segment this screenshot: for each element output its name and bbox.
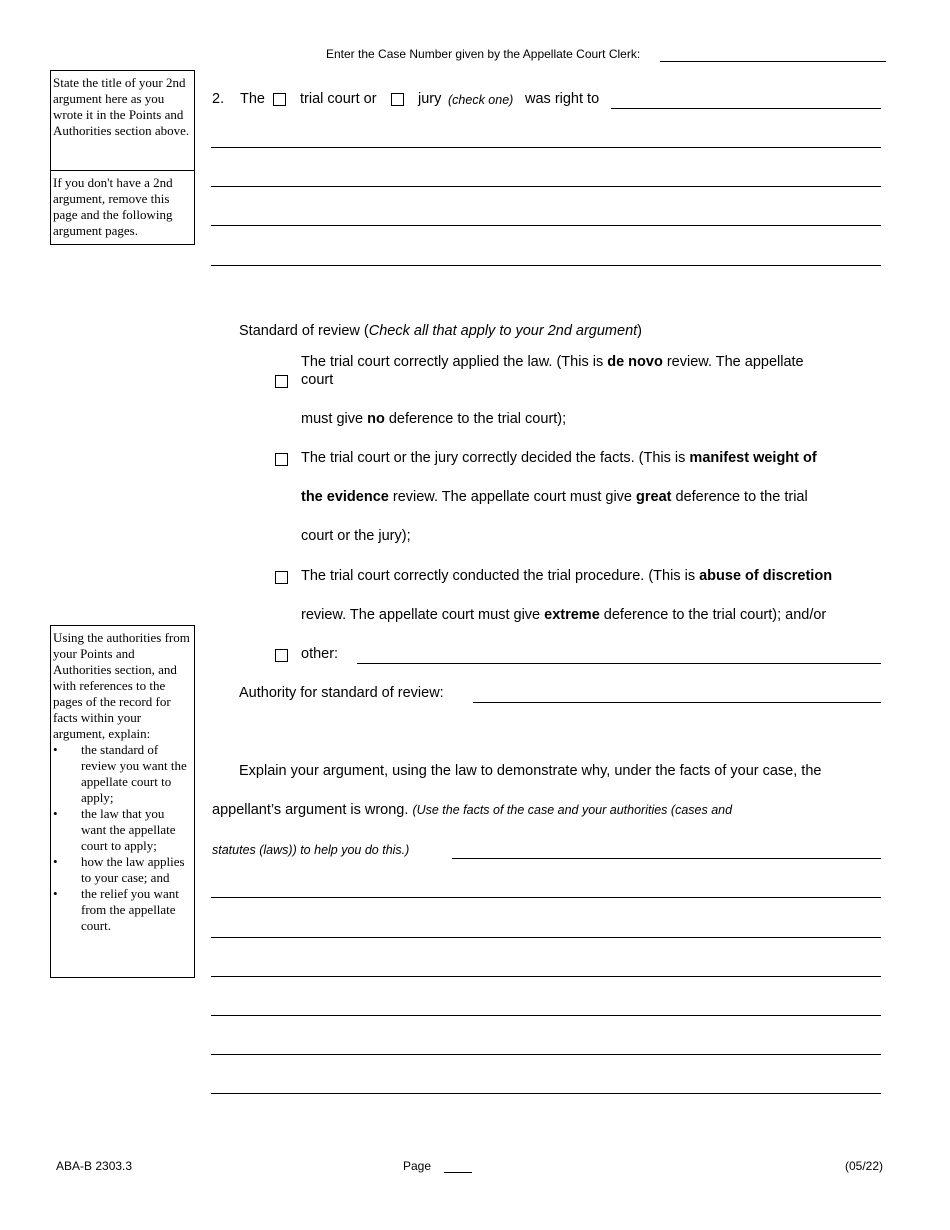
other-checkbox[interactable] xyxy=(275,649,288,662)
standard-of-review-heading xyxy=(239,323,642,339)
manifest-weight-checkbox[interactable] xyxy=(275,453,288,466)
list-item: • the law that you want the appellate court to apply; xyxy=(81,806,190,854)
argument-title-line-3[interactable] xyxy=(211,186,881,187)
option3-line1-a: The trial court correctly conducted the trial procedure. (This is xyxy=(301,568,700,584)
argument-the: The xyxy=(240,91,265,107)
option3-line1-bold: abuse of discretion xyxy=(699,568,833,584)
option3-line2-a: review. The appellate court must give xyxy=(301,607,545,623)
option1-text-bold: de novo xyxy=(607,354,663,370)
option2-line1-a: The trial court or the jury correctly decided the facts. (This is xyxy=(301,450,690,466)
option3-line1 xyxy=(301,568,832,584)
explain-line1: Explain your argument, using the law to demonstrate why, under the facts of your case, the xyxy=(239,763,822,779)
explain-line3: statutes (laws)) to help you do this.) xyxy=(212,843,410,857)
option1-line3-c: deference to the trial court); xyxy=(384,411,567,427)
option2-line1-bold: manifest weight of xyxy=(689,450,817,466)
option1-text-c: review. The appellate xyxy=(662,354,804,370)
option1-line3-a: must give xyxy=(301,411,368,427)
list-item: • the relief you want from the appellate court. xyxy=(81,886,190,934)
option2-line2 xyxy=(301,489,808,505)
explain-line2-italic: (Use the facts of the case and your authorities (cases and xyxy=(412,803,733,817)
option2-line1 xyxy=(301,450,817,466)
option1-text-a: The trial court correctly applied the law. (This is xyxy=(301,354,608,370)
sidebar-instruction-title-text: State the title of your 2nd argument here as you wrote it in the Points and Authorities section above. xyxy=(53,75,190,138)
argument-title-line-5[interactable] xyxy=(211,265,881,266)
jury-label: jury xyxy=(418,91,442,107)
option1-line2: court xyxy=(301,372,334,388)
option1-line3 xyxy=(301,411,566,427)
argument-number: 2. xyxy=(212,91,225,107)
authority-field[interactable] xyxy=(473,702,881,703)
explain-field-7[interactable] xyxy=(211,1093,881,1094)
standard-heading-prefix: Standard of review ( xyxy=(239,323,369,339)
list-item: • how the law applies to your case; and xyxy=(81,854,190,886)
option3-line2-c: deference to the trial court); and/or xyxy=(599,607,827,623)
sidebar-explain-intro: Using the authorities from your Points and Authorities section, and with references to the pages of the record for facts within your argument, explain: xyxy=(53,630,190,741)
explain-field-2[interactable] xyxy=(211,897,881,898)
revision-date: (05/22) xyxy=(845,1159,884,1173)
standard-heading-suffix: ) xyxy=(637,323,643,339)
argument-title-line-1[interactable] xyxy=(611,108,881,109)
check-one-hint: (check one) xyxy=(448,93,514,107)
explain-field-4[interactable] xyxy=(211,976,881,977)
trial-court-checkbox[interactable] xyxy=(273,93,286,106)
page-number-field[interactable] xyxy=(444,1172,472,1173)
option2-line3: court or the jury); xyxy=(301,528,411,544)
sidebar-instruction-explain xyxy=(50,625,195,978)
option2-line2-b: review. The appellate court must give xyxy=(388,489,637,505)
option2-line2-d: deference to the trial xyxy=(671,489,808,505)
explain-field-1[interactable] xyxy=(452,858,881,859)
option3-line2-bold: extreme xyxy=(544,607,600,623)
de-novo-checkbox[interactable] xyxy=(275,375,288,388)
sidebar-explain-list xyxy=(53,742,190,934)
option1-line3-bold: no xyxy=(367,411,385,427)
authority-label: Authority for standard of review: xyxy=(239,685,444,701)
standard-heading-italic: Check all that apply to your 2nd argument xyxy=(368,323,638,339)
case-number-field[interactable] xyxy=(660,61,886,62)
explain-line2-a: appellant’s argument is wrong. xyxy=(212,802,413,818)
other-label: other: xyxy=(301,646,339,662)
option1-line1 xyxy=(301,354,804,370)
was-right-to-label: was right to xyxy=(525,91,600,107)
other-field[interactable] xyxy=(357,663,881,664)
sidebar-instruction-remove xyxy=(50,170,195,245)
page-label: Page xyxy=(403,1159,432,1173)
option2-line2-bold-a: the evidence xyxy=(301,489,389,505)
jury-checkbox[interactable] xyxy=(391,93,404,106)
explain-field-6[interactable] xyxy=(211,1054,881,1055)
argument-title-line-2[interactable] xyxy=(211,147,881,148)
explain-field-3[interactable] xyxy=(211,937,881,938)
sidebar-instruction-remove-text: If you don't have a 2nd argument, remove this page and the following argument pages. xyxy=(53,175,173,238)
abuse-of-discretion-checkbox[interactable] xyxy=(275,571,288,584)
explain-line2 xyxy=(212,802,732,818)
sidebar-instruction-title xyxy=(50,70,195,171)
argument-title-line-4[interactable] xyxy=(211,225,881,226)
option3-line2 xyxy=(301,607,826,623)
explain-field-5[interactable] xyxy=(211,1015,881,1016)
case-number-label: Enter the Case Number given by the Appellate Court Clerk: xyxy=(326,47,641,61)
option2-line2-bold-c: great xyxy=(636,489,672,505)
trial-court-label: trial court or xyxy=(300,91,377,107)
form-id: ABA-B 2303.3 xyxy=(56,1159,133,1173)
list-item: • the standard of review you want the appellate court to apply; xyxy=(81,742,190,806)
